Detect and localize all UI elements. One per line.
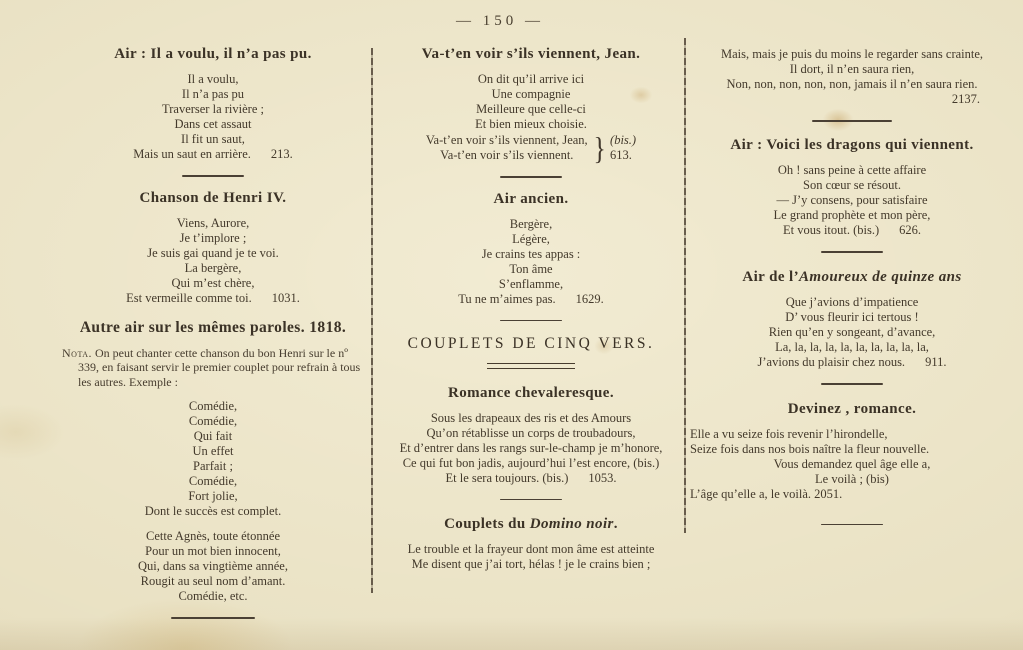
verse-amoureux bbox=[690, 295, 1014, 370]
verse-line-with-number bbox=[62, 147, 364, 162]
separator-rule bbox=[500, 499, 562, 501]
verse-line: Je crains tes appas : bbox=[481, 246, 581, 261]
verse-il-a-voulu bbox=[62, 72, 364, 162]
verse-line-text: J’avions du plaisir chez nous. bbox=[757, 354, 906, 369]
song-title-air-ancien: Air ancien. bbox=[493, 190, 569, 207]
verse-domino bbox=[380, 542, 682, 572]
verse-line: Seize fois dans nos bois naître la fleur nouvelle. bbox=[690, 441, 930, 456]
bis-marker: (bis.) bbox=[610, 133, 637, 147]
verse-chanson-henri bbox=[62, 216, 364, 306]
verse-line: Qui fait bbox=[193, 429, 233, 444]
verse-line: Son cœur se résout. bbox=[803, 178, 901, 193]
song-title-vaten: Va-t’en voir s’ils viennent, Jean. bbox=[421, 46, 641, 62]
air-number: 2137. bbox=[951, 92, 980, 106]
nota-text: On peut chanter cette chanson du bon Henri sur le nº 339, en faisant servir le premier couplet pour refrain à tous les autres. Exemple : bbox=[78, 345, 361, 389]
separator-rule bbox=[821, 383, 883, 385]
brace-glyph: } bbox=[593, 130, 606, 166]
song-title-dragons: Air : Voici les dragons qui viennent. bbox=[730, 137, 974, 154]
verse-agnes bbox=[62, 529, 364, 604]
refrain-annotation bbox=[610, 133, 636, 163]
song-title-chanson-henri: Chanson de Henri IV. bbox=[139, 189, 287, 206]
verse-line-text: Et vous itout. (bis.) bbox=[782, 223, 880, 238]
verse-romance bbox=[380, 411, 682, 486]
verse-line: Me disent que j’ai tort, hélas ! je le crains bien ; bbox=[411, 557, 651, 572]
verse-line: Vous demandez quel âge elle a, bbox=[773, 456, 931, 471]
verse-comedie bbox=[62, 399, 364, 519]
verse-line: Il n’a pas pu bbox=[181, 87, 245, 101]
air-number: 1629. bbox=[575, 291, 604, 306]
separator-rule bbox=[821, 251, 883, 253]
column-divider-left bbox=[371, 48, 373, 593]
verse-line: La, la, la, la, la, la, la, la, la, la, bbox=[775, 339, 929, 354]
separator-rule bbox=[821, 524, 883, 526]
verse-vaten bbox=[380, 72, 682, 166]
verse-line: D’ vous fleurir ici tertous ! bbox=[785, 309, 919, 324]
verse-dragons bbox=[690, 163, 1014, 238]
verse-line: Ce qui fut bon jadis, aujourd’hui l’est encore, (bis.) bbox=[402, 455, 660, 470]
verse-line: Meilleure que celle-ci bbox=[476, 102, 586, 116]
air-number: 213. bbox=[270, 147, 293, 161]
air-number: 613. bbox=[610, 148, 632, 162]
title-text: . bbox=[613, 516, 618, 533]
separator-rule bbox=[182, 175, 244, 177]
nota-paragraph bbox=[62, 346, 364, 390]
verse-line: Cette Agnès, toute étonnée bbox=[146, 529, 280, 544]
column-center bbox=[380, 0, 682, 574]
column-divider-right bbox=[684, 38, 686, 533]
verse-line: Qui, dans sa vingtième année, bbox=[138, 559, 288, 574]
verse-line: Traverser la rivière ; bbox=[162, 102, 264, 116]
air-number: 911. bbox=[925, 354, 947, 369]
verse-line-with-number bbox=[380, 292, 682, 307]
verse-line-text: Tu ne m’aimes pas. bbox=[458, 291, 556, 306]
verse-line: Le grand prophète et mon père, bbox=[773, 208, 931, 223]
verse-line: Je t’implore ; bbox=[179, 230, 247, 245]
song-title-devinez: Devinez , romance. bbox=[787, 400, 917, 417]
verse-line: Parfait ; bbox=[193, 459, 233, 474]
title-text: Couplets du bbox=[444, 516, 530, 533]
verse-line: Va-t’en voir s’ils viennent. bbox=[440, 148, 574, 162]
verse-line: Il fit un saut, bbox=[181, 132, 245, 146]
verse-line-with-number bbox=[380, 471, 682, 486]
separator-rule bbox=[171, 617, 255, 619]
song-title-romance: Romance chevaleresque. bbox=[448, 384, 614, 401]
verse-line: Je suis gai quand je te voi. bbox=[147, 245, 279, 260]
verse-line: Comédie, etc. bbox=[178, 589, 248, 604]
verse-line: Le trouble et la frayeur dont mon âme est atteinte bbox=[407, 542, 655, 557]
verse-line: Non, non, non, non, non, jamais il n’en saura rien. bbox=[726, 77, 978, 91]
verse-line-with-number bbox=[690, 223, 1014, 238]
verse-line: Que j’avions d’impatience bbox=[785, 294, 919, 309]
verse-line: — J’y consens, pour satisfaire bbox=[776, 193, 928, 208]
verse-line: Qu’on rétablisse un corps de troubadours, bbox=[426, 425, 636, 440]
song-title-domino bbox=[380, 516, 682, 533]
verse-line: Légère, bbox=[512, 231, 550, 246]
verse-line: Un effet bbox=[192, 444, 234, 459]
column-left bbox=[62, 0, 364, 632]
verse-line: On dit qu’il arrive ici bbox=[477, 72, 585, 86]
verse-line: Il dort, il n’en saura rien, bbox=[789, 62, 915, 76]
refrain-lines bbox=[426, 133, 588, 163]
verse-air-ancien bbox=[380, 217, 682, 307]
verse-line: Pour un mot bien innocent, bbox=[145, 544, 281, 559]
verse-line-with-number bbox=[690, 355, 1014, 370]
verse-line: Fort jolie, bbox=[188, 489, 238, 504]
refrain-with-brace bbox=[380, 130, 682, 166]
verse-line: Sous les drapeaux des ris et des Amours bbox=[430, 410, 632, 425]
verse-line: Comédie, bbox=[188, 414, 238, 429]
verse-line-with-number bbox=[62, 291, 364, 306]
verse-line: Elle a vu seize fois revenir l’hirondelle, bbox=[690, 426, 888, 441]
song-title-amoureux bbox=[690, 269, 1014, 286]
verse-line: Va-t’en voir s’ils viennent, Jean, bbox=[425, 133, 588, 147]
separator-rule bbox=[812, 120, 892, 122]
verse-line: Viens, Aurore, bbox=[176, 215, 250, 230]
verse-line: Il a voulu, bbox=[187, 72, 239, 86]
title-italic: Domino noir bbox=[529, 516, 614, 533]
verse-line-text: Et le sera toujours. (bis.) bbox=[445, 470, 569, 485]
air-number: 1053. bbox=[588, 470, 617, 485]
verse-line: Et bien mieux choisie. bbox=[475, 117, 587, 131]
verse-line: Comédie, bbox=[188, 474, 238, 489]
column-right bbox=[690, 0, 1014, 538]
verse-devinez bbox=[690, 427, 1014, 502]
verse-line: Mais, mais je puis du moins le regarder sans crainte, bbox=[720, 47, 984, 61]
title-text: Air de l’ bbox=[742, 268, 800, 285]
verse-line: S’enflamme, bbox=[498, 276, 564, 291]
verse-line-text: Est vermeille comme toi. bbox=[126, 290, 252, 305]
verse-mais bbox=[690, 47, 1014, 107]
verse-line-text: Mais un saut en arrière. bbox=[133, 147, 251, 161]
verse-line: La bergère, bbox=[184, 260, 242, 275]
page-number: — 150 — bbox=[456, 13, 544, 29]
double-rule bbox=[487, 363, 575, 368]
separator-rule bbox=[500, 176, 562, 178]
verse-line: Qui m’est chère, bbox=[171, 275, 255, 290]
section-header-couplets: COUPLETS DE CINQ VERS. bbox=[407, 335, 655, 353]
air-number: 626. bbox=[899, 223, 922, 238]
nota-label: Nota. bbox=[62, 345, 92, 360]
title-italic: Amoureux de quinze ans bbox=[799, 268, 962, 285]
verse-line: Dans cet assaut bbox=[174, 117, 252, 131]
verse-line: Rougit au seul nom d’amant. bbox=[140, 574, 286, 589]
separator-rule bbox=[500, 320, 562, 322]
verse-line: Ton âme bbox=[509, 261, 553, 276]
verse-line: Comédie, bbox=[188, 399, 238, 414]
verse-line: Oh ! sans peine à cette affaire bbox=[777, 163, 927, 178]
verse-line: Le voilà ; (bis) bbox=[815, 471, 889, 486]
verse-line: Dont le succès est complet. bbox=[144, 504, 282, 519]
verse-line: Bergère, bbox=[509, 216, 553, 231]
verse-line: Une compagnie bbox=[491, 87, 571, 101]
verse-line: L’âge qu’elle a, le voilà. 2051. bbox=[690, 486, 843, 501]
air-number: 1031. bbox=[271, 290, 300, 305]
verse-line: Rien qu’en y songeant, d’avance, bbox=[768, 324, 936, 339]
song-title-autre-air: Autre air sur les mêmes paroles. 1818. bbox=[79, 318, 347, 336]
verse-line: Et d’entrer dans les rangs sur-le-champ je m’honore, bbox=[399, 440, 663, 455]
song-title-il-a-voulu: Air : Il a voulu, il n’a pas pu. bbox=[114, 46, 312, 62]
